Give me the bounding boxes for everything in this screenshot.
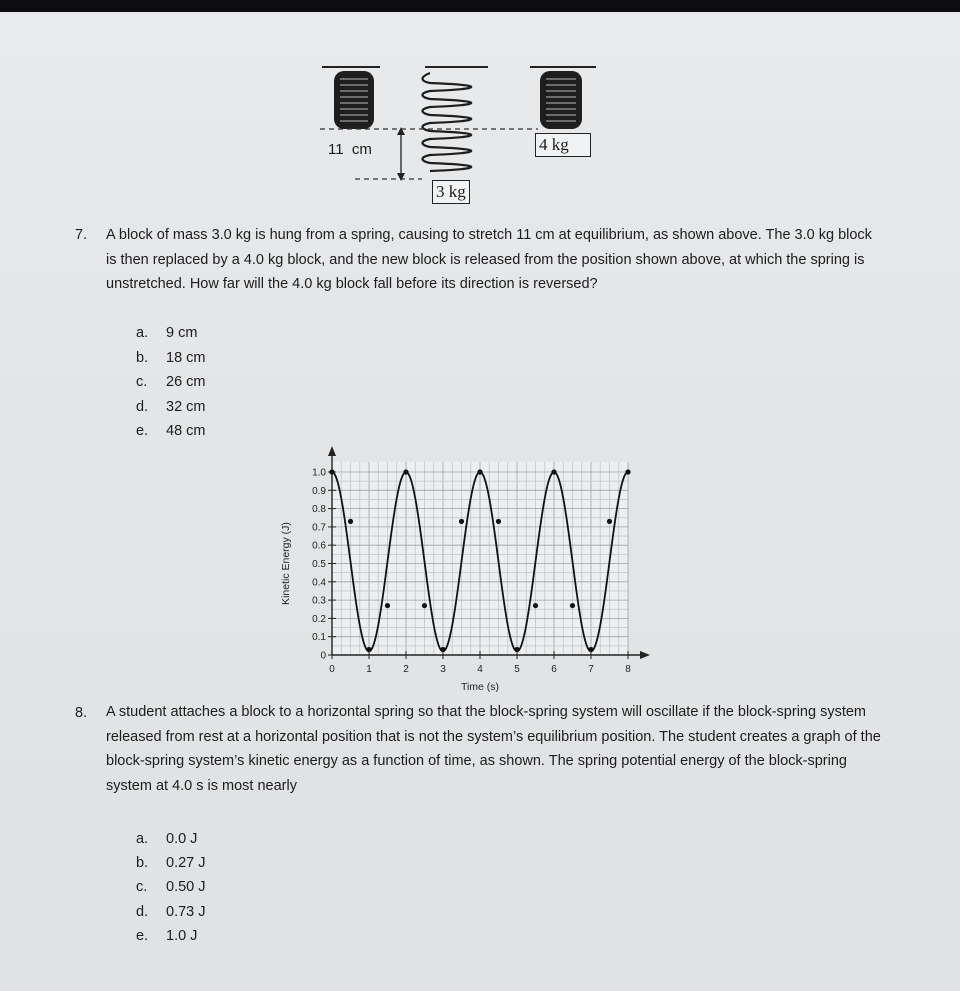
y-tick-label: 0.1 — [312, 632, 326, 644]
option-letter: b. — [136, 855, 149, 871]
q7-number: 7. — [75, 227, 88, 243]
option-letter: a. — [136, 831, 149, 847]
option-letter: a. — [136, 325, 149, 341]
x-tick-label: 2 — [403, 664, 409, 675]
data-point — [625, 469, 630, 474]
y-tick-label: 0 — [320, 650, 326, 662]
option-text: 1.0 J — [166, 928, 198, 944]
y-tick-label: 1.0 — [312, 467, 326, 479]
x-tick-label: 7 — [588, 664, 594, 675]
data-point — [607, 519, 612, 524]
q7-text: A block of mass 3.0 kg is hung from a spring, causing to stretch 11 cm at equilibrium, as shown above. The 3.0 kg block is then replaced by a 4.0 kg block, and the new block is released from the position shown above, at which the spring is unstretched. How far will the 4.0 kg block fall before its direction is reversed? — [106, 227, 872, 292]
option-text: 48 cm — [166, 423, 206, 439]
y-tick-label: 0.8 — [312, 504, 326, 516]
spring-middle — [423, 73, 472, 171]
data-point — [551, 469, 556, 474]
stretch-label: 11 cm — [328, 141, 372, 158]
option-text: 32 cm — [166, 399, 206, 415]
option-text: 0.0 J — [166, 831, 198, 847]
y-tick-label: 0.2 — [312, 613, 326, 625]
data-point — [570, 603, 575, 608]
q7-option-b[interactable] — [136, 350, 206, 366]
option-text: 0.50 J — [166, 879, 206, 895]
data-point — [477, 469, 482, 474]
option-letter: b. — [136, 350, 149, 366]
x-tick-label: 8 — [625, 664, 631, 675]
data-point — [514, 647, 519, 652]
x-tick-label: 3 — [440, 664, 446, 675]
q8-option-c[interactable] — [136, 879, 206, 895]
y-tick-label: 0.6 — [312, 540, 326, 552]
q8-option-a[interactable] — [136, 831, 197, 847]
q8-option-d[interactable] — [136, 904, 206, 920]
y-tick-label: 0.9 — [312, 485, 326, 497]
y-tick-label: 0.4 — [312, 577, 326, 589]
x-axis-arrow — [640, 651, 650, 659]
block-4kg: 4 kg — [535, 133, 591, 157]
y-tick-label: 0.3 — [312, 595, 326, 607]
block-3kg: 3 kg — [432, 180, 470, 204]
option-text: 0.73 J — [166, 904, 206, 920]
spring-right — [540, 71, 582, 129]
option-letter: c. — [136, 374, 148, 390]
q8-number: 8. — [75, 705, 88, 721]
data-point — [329, 469, 334, 474]
option-letter: e. — [136, 423, 149, 439]
y-tick-label: 0.5 — [312, 559, 326, 570]
option-letter: e. — [136, 928, 149, 944]
data-point — [403, 469, 408, 474]
y-tick-label: 0.7 — [312, 522, 326, 534]
data-point — [366, 647, 371, 652]
data-point — [422, 603, 427, 608]
data-point — [459, 519, 464, 524]
kinetic-energy-chart — [270, 445, 670, 700]
option-text: 0.27 J — [166, 855, 206, 871]
data-point — [348, 519, 353, 524]
x-tick-label: 5 — [514, 664, 520, 675]
q8-text: A student attaches a block to a horizontal spring so that the block-spring system will oscillate if the block-spring system released from rest at a horizontal position that is not the system’s equilibrium position. The student creates a graph of the block-spring system’s kinetic energy as a function of time, as shown. The spring potential energy of the block-spring system at 4.0 s is most nearly — [106, 704, 881, 794]
y-axis-arrow — [328, 446, 336, 456]
data-point — [440, 647, 445, 652]
q7-option-a[interactable] — [136, 325, 197, 341]
top-dark-border — [0, 0, 960, 12]
q7-option-d[interactable] — [136, 399, 206, 415]
q8-option-e[interactable] — [136, 928, 197, 944]
data-point — [496, 519, 501, 524]
option-text: 9 cm — [166, 325, 198, 341]
y-axis-label: Kinetic Energy (J) — [280, 522, 292, 605]
data-point — [533, 603, 538, 608]
q7-option-e[interactable] — [136, 423, 206, 439]
data-point — [588, 647, 593, 652]
q7-option-c[interactable] — [136, 374, 206, 390]
x-tick-label: 4 — [477, 664, 483, 675]
option-letter: d. — [136, 904, 149, 920]
data-point — [385, 603, 390, 608]
option-text: 26 cm — [166, 374, 206, 390]
x-axis-label: Time (s) — [460, 681, 500, 693]
option-letter: d. — [136, 399, 149, 415]
spring-left — [334, 71, 374, 129]
x-tick-label: 6 — [551, 664, 557, 675]
x-tick-label: 1 — [366, 664, 372, 675]
option-text: 18 cm — [166, 350, 206, 366]
x-tick-label: 0 — [329, 664, 335, 675]
option-letter: c. — [136, 879, 148, 895]
q8-option-b[interactable] — [136, 855, 206, 871]
